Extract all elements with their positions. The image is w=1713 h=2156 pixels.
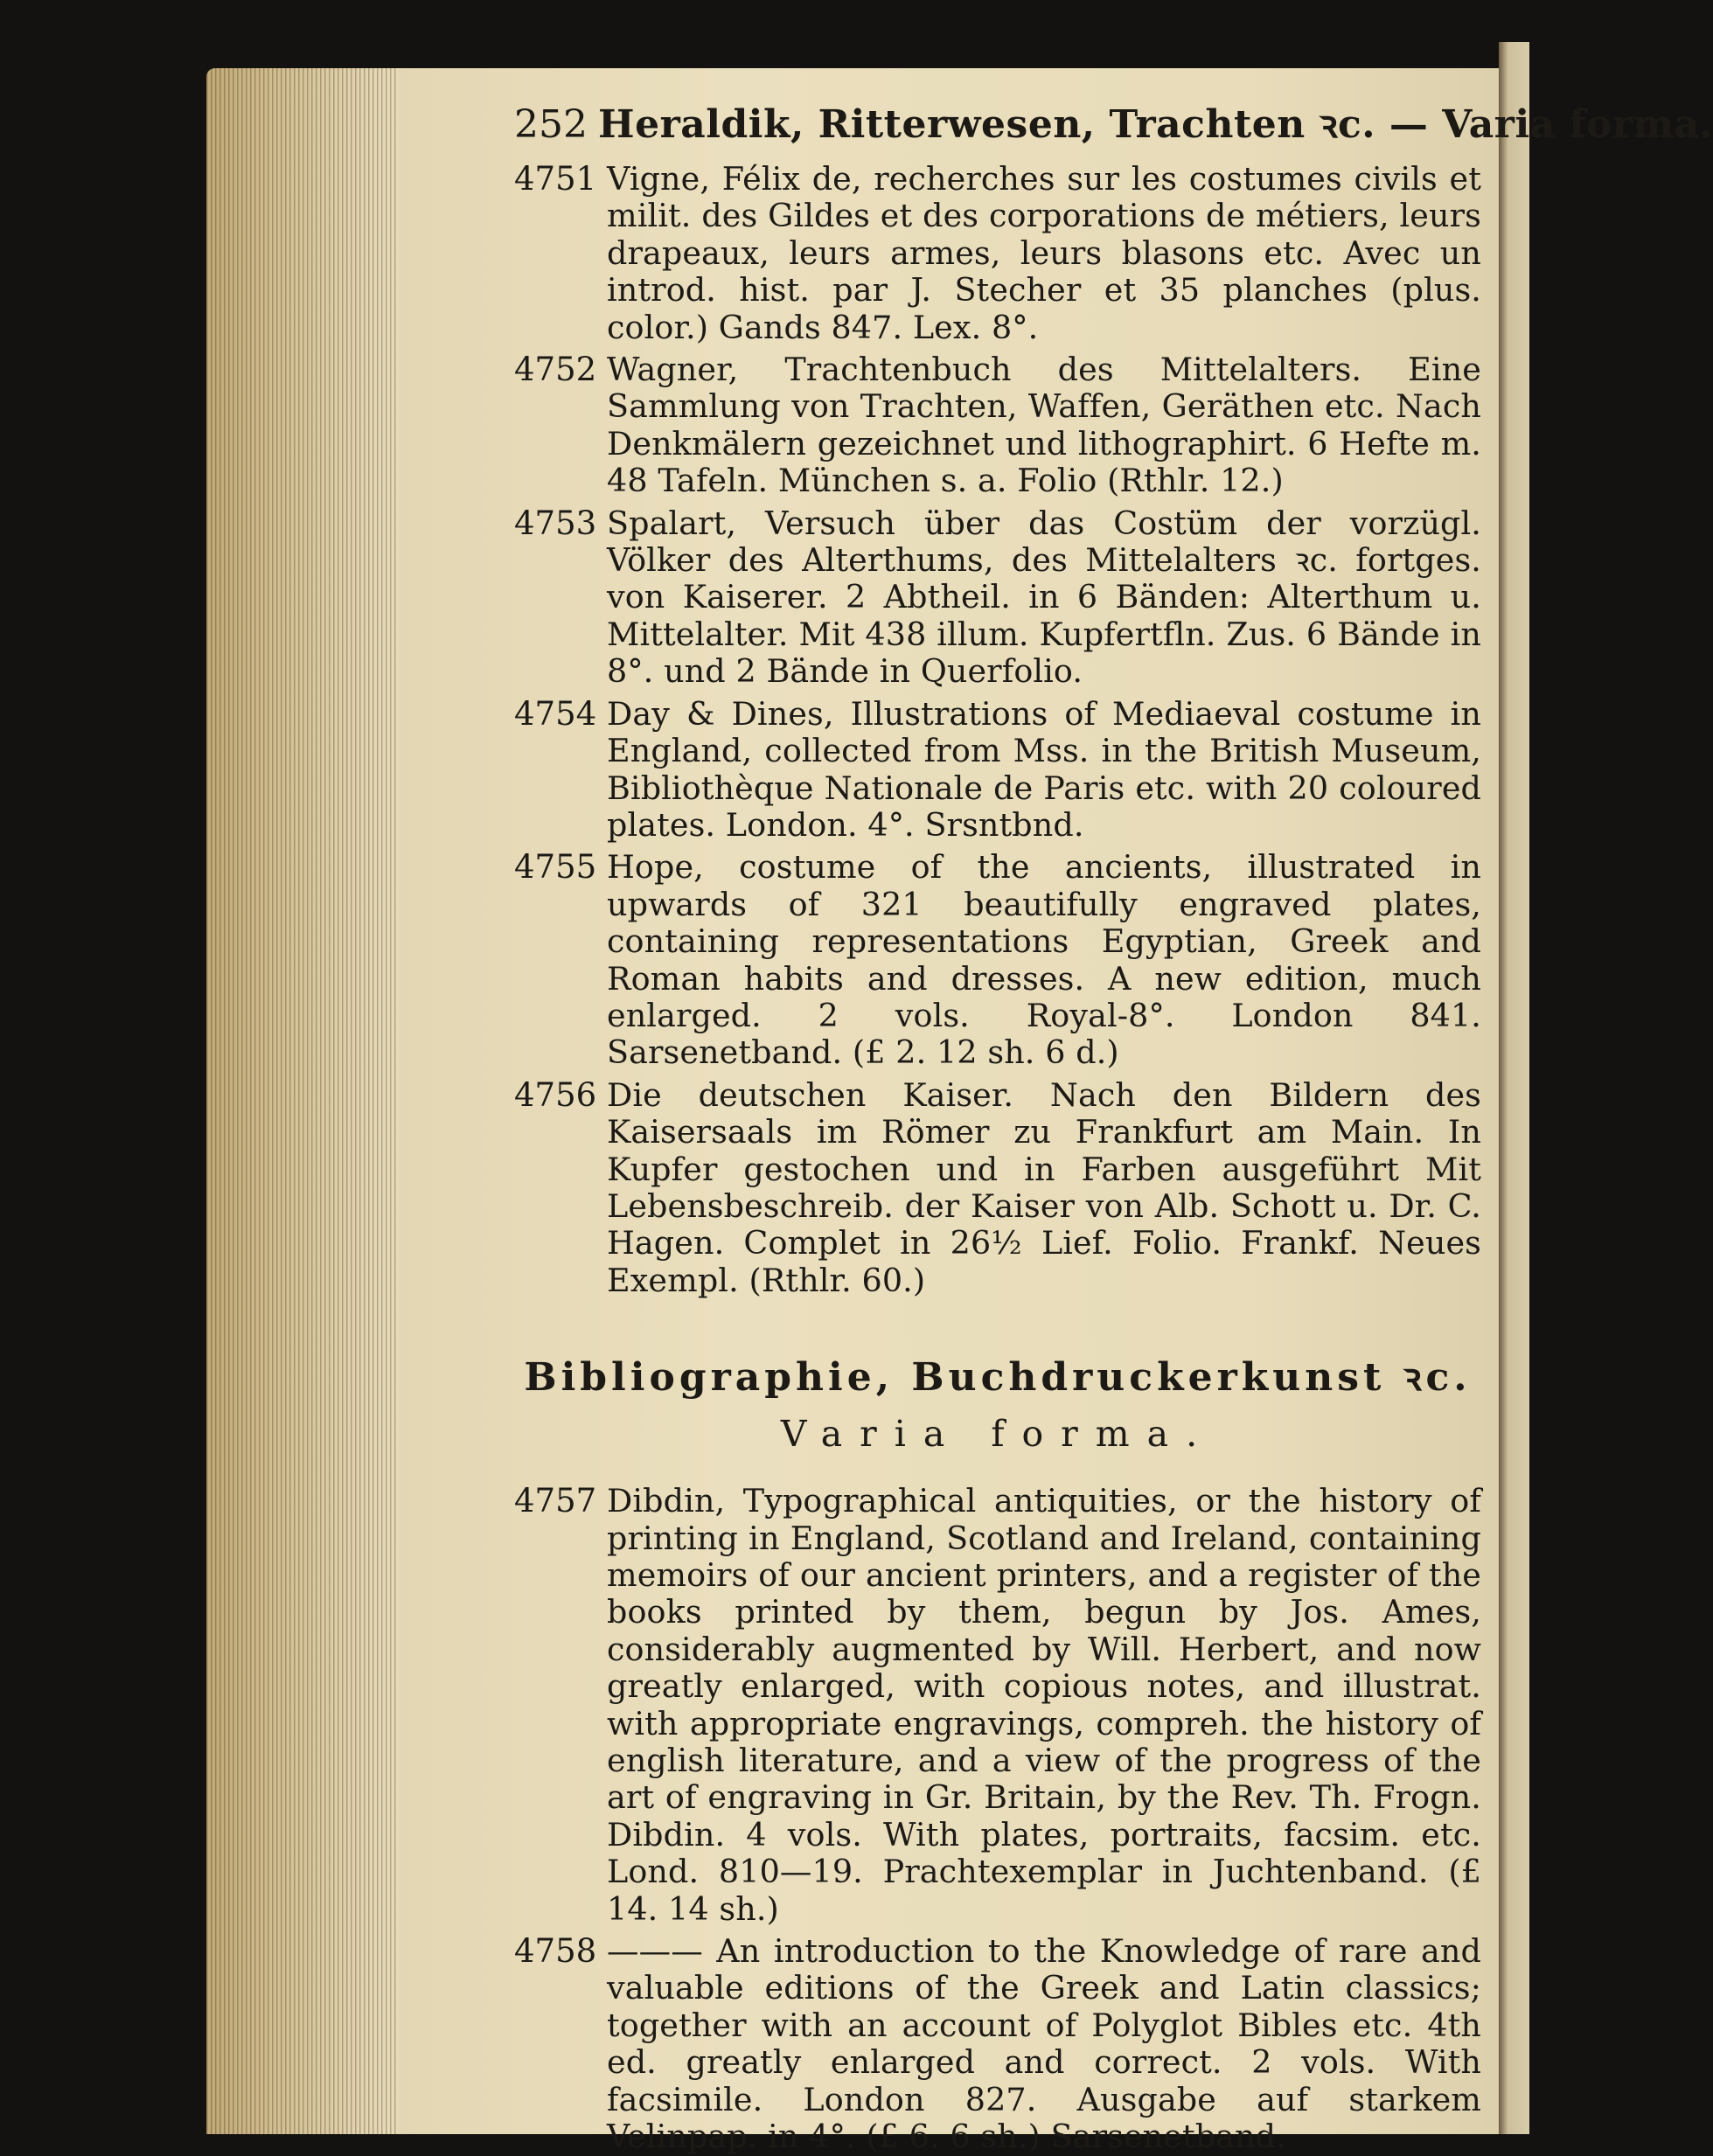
section-title: Bibliographie, Buchdruckerkunst ꝛc.	[524, 1355, 1472, 1401]
catalog-entry	[514, 1483, 1481, 1928]
running-header	[514, 94, 1713, 156]
entry-number: 4757	[514, 1482, 597, 1520]
entries-section-b	[514, 1483, 1481, 2155]
page-fore-edge	[206, 68, 399, 2134]
catalog-entry	[514, 161, 1481, 346]
entry-text: Hope, costume of the ancients, illustrated in upwards of 321 beautifully engraved plates, containing representations Egyptian, Greek and Roman habits and dresses. A new edition, much enlarged. 2 vols. Royal-8°. London 841. Sarsenetband. (£ 2. 12 sh. 6 d.)	[607, 848, 1481, 1072]
catalog-entry	[514, 1933, 1481, 2155]
section-subtitle: Varia forma.	[780, 1413, 1215, 1456]
entry-number: 4756	[514, 1075, 597, 1114]
page-number: 252	[514, 102, 588, 147]
catalog-entry	[514, 1077, 1481, 1299]
entry-number: 4758	[514, 1932, 597, 1971]
next-page-edge	[1499, 42, 1529, 2134]
entry-text: Day & Dines, Illustrations of Mediaeval costume in England, collected from Mss. in the British Museum, Bibliothèque Nationale de Paris etc. with 20 coloured plates. London. 4°. Srsntbnd.	[607, 694, 1481, 844]
catalog-entry	[514, 849, 1481, 1071]
entry-number: 4755	[514, 848, 597, 887]
page-content	[514, 94, 1713, 2156]
entry-number: 4751	[514, 160, 597, 198]
entry-text: Die deutschen Kaiser. Nach den Bildern des Kaisersaals im Römer zu Frankfurt am Main. In Kupfer gestochen und in Farben ausgeführt Mit Lebensbeschreib. der Kaiser von Alb. Schott u. Dr. C. Hagen. Complet in 26½ Lief. Folio. Frankf. Neues Exempl. (Rthlr. 60.)	[607, 1075, 1481, 1299]
entry-text: Dibdin, Typographical antiquities, or the history of printing in England, Scotland and Ireland, containing memoirs of our ancient printers, and a register of the books printed by them, begun by Jos. Ames, considerably augmented by Will. Herbert, and now greatly enlarged, with copious notes, and illustrat. with appropriate engravings, compreh. the history of english literature, and a view of the progress of the art of engraving in Gr. Britain, by the Rev. Th. Frogn. Dibdin. 4 vols. With plates, portraits, facsim. etc. Lond. 810—19. Prachtexemplar in Juchtenband. (£ 14. 14 sh.)	[607, 1482, 1481, 1928]
catalog-entry	[514, 351, 1481, 500]
catalog-entry	[514, 505, 1481, 691]
entry-text: ——— An introduction to the Knowledge of rare and valuable editions of the Greek and Latin classics; together with an account of Polyglot Bibles etc. 4th ed. greatly enlarged and correct. 2 vols. With facsimile. London 827. Ausgabe auf starkem Velinpap. in 4°. (£ 6. 6 sh.) Sarsenetband.	[607, 1932, 1481, 2156]
entries-section-a	[514, 161, 1481, 1299]
entry-text: Spalart, Versuch über das Costüm der vorzügl. Völker des Alterthums, des Mittelalters ꝛc. fortges. von Kaiserer. 2 Abtheil. in 6 Bänden: Alterthum u. Mittelalter. Mit 438 illum. Kupfertfln. Zus. 6 Bände in 8°. und 2 Bände in Querfolio.	[607, 504, 1481, 691]
catalog-entry	[514, 696, 1481, 845]
running-title: Heraldik, Ritterwesen, Trachten ꝛc. — Varia forma.	[598, 102, 1713, 147]
entry-text: Wagner, Trachtenbuch des Mittelalters. Eine Sammlung von Trachten, Waffen, Geräthen etc. Nach Denkmälern gezeichnet und lithographirt. 6 Hefte m. 48 Tafeln. München s. a. Folio (Rthlr. 12.)	[607, 351, 1481, 500]
entry-text: Vigne, Félix de, recherches sur les costumes civils et milit. des Gildes et des corporations de métiers, leurs drapeaux, leurs armes, leurs blasons etc. Avec un introd. hist. par J. Stecher et 35 planches (plus. color.) Gands 847. Lex. 8°.	[607, 160, 1481, 346]
entry-number: 4752	[514, 351, 597, 389]
entry-number: 4754	[514, 694, 597, 733]
entry-number: 4753	[514, 504, 597, 542]
